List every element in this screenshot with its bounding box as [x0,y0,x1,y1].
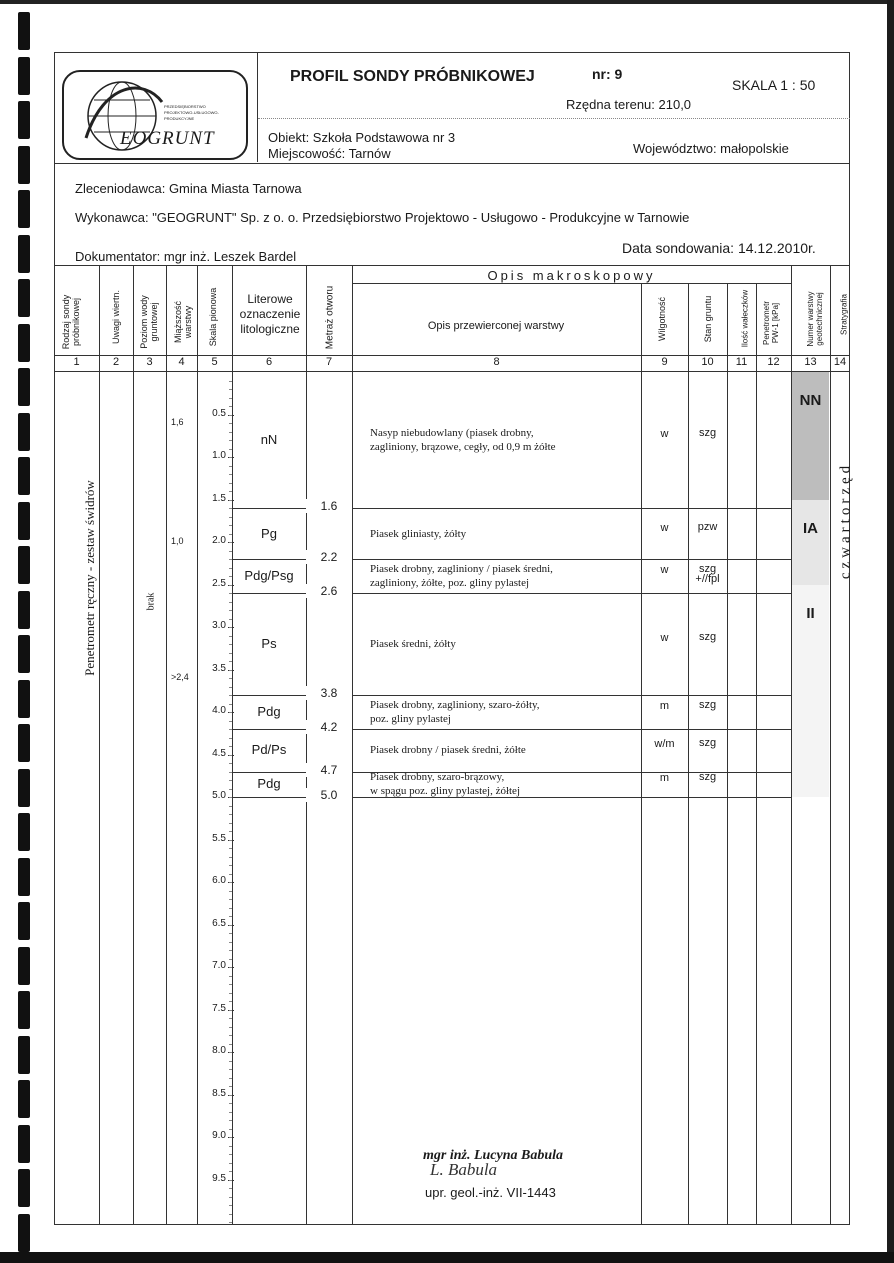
minor-tick [229,1086,232,1087]
layer-description-line: Piasek średni, żółty [370,638,456,650]
layer-description [370,698,540,726]
binder-hole [18,1169,30,1207]
layer-description [370,562,553,590]
minor-tick [229,423,232,424]
voivodeship-text: Województwo: małopolskie [633,141,789,156]
minor-tick [229,381,232,382]
binder-hole [18,769,30,807]
scale-label: 8.5 [212,1087,226,1099]
depth-mark: 2.6 [306,584,352,598]
minor-tick [229,1188,232,1189]
col-header-5: Skala pionowa [208,287,218,347]
column-number: 3 [146,356,153,368]
binder-hole [18,1036,30,1074]
minor-tick [229,398,232,399]
minor-tick [229,874,232,875]
layer-description [370,527,466,541]
layer-symbol: nN [260,432,278,447]
minor-tick [229,942,232,943]
minor-tick [229,823,232,824]
minor-tick [229,882,232,883]
minor-tick [229,610,232,611]
minor-tick [229,653,232,654]
binder-hole [18,279,30,317]
binder-hole [18,57,30,95]
binder-hole [18,368,30,406]
column-line [352,265,353,1225]
layer-state: szg [698,699,717,711]
binder-hole [18,324,30,362]
column-number: 11 [735,356,748,368]
geotech-label: NN [799,392,822,409]
minor-tick [229,806,232,807]
minor-tick [229,670,232,671]
scale-label: 2.0 [212,535,226,546]
scale-label: 0.5 [212,407,226,419]
column-number: 14 [833,356,847,368]
column-number: 4 [178,356,185,368]
minor-tick [229,840,232,841]
minor-tick [229,1222,232,1223]
minor-tick [229,542,232,543]
minor-tick [229,517,232,518]
col-header-1: Rodzaj sondy próbnikowej [61,294,81,350]
scale-label: 7.5 [212,1002,226,1014]
layer-symbol: Ps [261,636,277,651]
col-header-14: Stratygrafia [839,294,849,335]
signature-scrawl: L. Babula [430,1160,498,1179]
scale-label: 9.5 [212,1172,226,1184]
col-header-2: Uwagi wiertn. [111,289,121,345]
minor-tick [229,1129,232,1130]
binder-hole [18,146,30,184]
binder-hole [18,502,30,540]
binder-hole [18,724,30,762]
minor-tick [229,984,232,985]
scale-label: 3.5 [212,662,226,674]
binder-hole [18,680,30,718]
binder-hole [18,947,30,985]
layer-boundary-desc [352,593,791,594]
minor-tick [229,500,232,501]
col-header-4: Miąższość warstwy [173,301,193,344]
minor-tick [229,483,232,484]
minor-tick [229,1146,232,1147]
header-divider [257,52,258,162]
minor-tick [229,1027,232,1028]
binder-hole [18,101,30,139]
minor-tick [229,1154,232,1155]
binder-hole [18,991,30,1029]
binder-hole [18,190,30,228]
minor-tick [229,474,232,475]
minor-tick [229,1035,232,1036]
layer-description [370,426,556,454]
minor-tick [229,1103,232,1104]
layer-moisture: w/m [654,738,675,751]
column-line [688,283,689,1225]
col-header-8: Opis przewierconej warstwy [427,320,565,332]
col-header-9: Wilgotność [657,297,667,342]
minor-tick [229,814,232,815]
layer-description-line: Piasek drobny / piasek średni, żółte [370,744,526,757]
minor-tick [229,950,232,951]
layer-description-line: Nasyp niebudowlany (piasek drobny, [370,427,534,439]
minor-tick [229,661,232,662]
layer-moisture: w [660,564,669,576]
col-header-13: Numer warstwy geotechnicznej [806,291,824,347]
minor-tick [229,406,232,407]
layer-description-line: w spągu poz. gliny pylastej, żółtej [370,785,520,798]
minor-tick [229,1137,232,1138]
thickness-value: 1,0 [171,536,184,546]
scale-label: 6.5 [212,917,226,929]
minor-tick [229,967,232,968]
scale-label: 2.5 [212,577,226,589]
thickness-value: 1,6 [171,417,184,427]
minor-tick [229,1112,232,1113]
column-number: 12 [767,356,780,368]
minor-tick [229,831,232,832]
layer-symbol: Pdg [257,776,281,792]
probe-type: Penetrometr ręczny - zestaw świdrów [82,480,97,676]
minor-tick [229,721,232,722]
macro-header: Opis makroskopowy [487,268,656,283]
layer-symbol: Pdg/Psg [244,568,294,583]
column-number: 2 [112,356,120,368]
minor-tick [229,602,232,603]
minor-tick [229,585,232,586]
layer-moisture: w [660,428,669,440]
client-text: Zleceniodawca: Gmina Miasta Tarnowa [75,181,302,196]
layer-moisture: w [660,632,669,644]
column-number: 9 [661,356,668,368]
layer-state: szg +//fpl [695,563,720,585]
col-header-11: Ilość wałeczków [740,289,750,348]
column-number: 8 [493,356,500,368]
column-line [830,265,831,1225]
signature-name: mgr inż. Lucyna Babula [423,1148,564,1163]
number-row-line [54,371,850,372]
column-line [306,265,307,1225]
minor-tick [229,466,232,467]
minor-tick [229,1018,232,1019]
binder-hole [18,591,30,629]
layer-boundary-desc [352,559,791,560]
minor-tick [229,619,232,620]
layer-description [370,770,520,798]
ground-level: Rzędna terenu: 210,0 [566,97,692,112]
depth-mark: 3.8 [306,686,352,700]
logo [62,70,248,160]
minor-tick [229,1197,232,1198]
col-header-6: Literowe oznaczenie litologiczne [239,292,301,336]
layer-state: pzw [697,520,718,533]
layer-state: szg [698,427,717,439]
probe-number: nr: 9 [592,66,623,82]
binder-hole [18,858,30,896]
depth-mark: 4.7 [306,763,352,777]
geotech-fill [792,500,829,585]
layer-description-line: Piasek gliniasty, żółty [370,527,467,540]
layer-moisture: m [659,772,670,785]
minor-tick [229,457,232,458]
scale-label: 4.5 [212,747,226,759]
layer-description-line: zagliniony, brązowe, cegły, od 0,9 m żółte [370,441,556,453]
minor-tick [229,678,232,679]
minor-tick [229,857,232,858]
layer-boundary-desc [352,508,791,509]
column-line [133,265,134,1225]
minor-tick [229,687,232,688]
minor-tick [229,389,232,390]
minor-tick [229,1001,232,1002]
scale-label: 5.5 [212,832,226,844]
layer-description-line: Piasek drobny, zagliniony, szaro-żółty, [370,699,540,711]
column-number: 7 [325,356,333,368]
minor-tick [229,925,232,926]
minor-tick [229,415,232,416]
column-number: 5 [211,356,218,368]
minor-tick [229,627,232,628]
scale-text: SKALA 1 : 50 [732,77,816,93]
col-header-7: Metraż otworu [324,285,336,350]
binder-hole [18,635,30,673]
column-number: 1 [73,356,80,368]
contractor-text: Wykonawca: "GEOGRUNT" Sp. z o. o. Przedsiębiorstwo Projektowo - Usługowo - Produkcyjne w Tarnowie [75,210,690,225]
minor-tick [229,1078,232,1079]
minor-tick [229,959,232,960]
minor-tick [229,1069,232,1070]
scale-label: 9.0 [212,1130,226,1141]
minor-tick [229,551,232,552]
minor-tick [229,993,232,994]
binder-hole [18,1125,30,1163]
minor-tick [229,933,232,934]
col-header-10: Stan gruntu [703,295,713,343]
minor-tick [229,1010,232,1011]
header-underline [258,118,850,119]
minor-tick [229,848,232,849]
scan-bottom-edge [0,1252,894,1263]
minor-tick [229,1120,232,1121]
scale-label: 6.0 [212,875,226,886]
col-header-12: Penetrometr PW-1 [kPa] [762,300,780,346]
depth-mark: 2.2 [306,550,352,564]
minor-tick [229,1095,232,1096]
layer-description-line: Piasek drobny, szaro-brązowy, [370,771,505,784]
binder-hole [18,813,30,851]
column-number: 10 [701,356,714,368]
minor-tick [229,865,232,866]
minor-tick [229,1171,232,1172]
layer-state: szg [698,631,717,643]
scale-label: 8.0 [212,1045,226,1056]
logo-subtitle: PRZEDSIĘBIORSTWO PROJEKTOWO-USŁUGOWO-PRODUKCYJNE [164,104,219,121]
logo-name: EOGRUNT [120,128,215,149]
documenter-text: Dokumentator: mgr inż. Leszek Bardel [75,249,297,264]
macro-header-line [352,283,791,284]
binder-hole [18,1080,30,1118]
column-line [727,283,728,1225]
object-text: Obiekt: Szkoła Podstawowa nr 3 [268,130,456,145]
binder-hole [18,457,30,495]
column-line [756,283,757,1225]
signature-title: upr. geol.-inż. VII-1443 [425,1185,556,1200]
minor-tick [229,1061,232,1062]
minor-tick [229,1214,232,1215]
layer-symbol: Pd/Ps [251,742,287,758]
binder-hole [18,1214,30,1252]
groundwater-level: brak [145,592,157,611]
scale-label: 4.0 [212,705,226,716]
depth-mark: 5.0 [306,788,352,802]
minor-tick [229,1163,232,1164]
table-top-line [54,265,850,266]
layer-description-line: Piasek drobny, zagliniony / piasek średni, [370,563,553,575]
layer-boundary-desc [352,695,791,696]
scale-label: 1.5 [212,492,226,504]
layer-description [370,743,526,757]
doc-title: PROFIL SONDY PRÓBNIKOWEJ [290,68,535,85]
thickness-value: >2,4 [171,672,189,682]
binder-hole [18,235,30,273]
depth-mark: 4.2 [306,720,352,734]
col-header-3: Poziom wody gruntowej [139,295,159,349]
geotech-label: II [806,604,815,622]
layer-state: szg [698,771,717,784]
column-number: 6 [265,356,273,368]
locality-text: Miejscowość: Tarnów [268,146,391,161]
survey-date: Data sondowania: 14.12.2010r. [622,240,816,256]
column-line [99,265,100,1225]
minor-tick [229,899,232,900]
minor-tick [229,908,232,909]
column-number: 13 [804,356,817,368]
minor-tick [229,1180,232,1181]
header-bottom-line [54,163,850,164]
layer-symbol: Pdg [257,704,281,719]
scan-top-edge [0,0,894,4]
layer-description [370,637,456,651]
minor-tick [229,1205,232,1206]
column-line [641,283,642,1225]
layer-moisture: m [659,700,670,712]
scale-label: 5.0 [212,790,226,801]
layer-state: szg [698,737,717,750]
binder-hole [18,12,30,50]
minor-tick [229,1052,232,1053]
layer-moisture: w [660,521,669,534]
layer-symbol: Pg [261,525,277,541]
scale-label: 3.0 [212,620,226,631]
minor-tick [229,449,232,450]
minor-tick [229,976,232,977]
layer-boundary-desc [352,729,791,730]
minor-tick [229,738,232,739]
geotech-label: IA [803,519,818,537]
depth-mark: 1.6 [306,499,352,513]
layer-description-line: poz. gliny pylastej [370,713,451,725]
binder-hole [18,546,30,584]
column-line [166,265,167,1225]
minor-tick [229,1044,232,1045]
stratigraphy: czwartorzęd [837,461,854,580]
binder-hole [18,413,30,451]
minor-tick [229,763,232,764]
scale-label: 1.0 [212,450,226,461]
minor-tick [229,891,232,892]
minor-tick [229,916,232,917]
scan-right-edge [887,0,894,1263]
minor-tick [229,491,232,492]
scale-label: 7.0 [212,960,226,971]
binder-hole [18,902,30,940]
layer-description-line: zagliniony, żółte, poz. gliny pylastej [370,577,530,589]
